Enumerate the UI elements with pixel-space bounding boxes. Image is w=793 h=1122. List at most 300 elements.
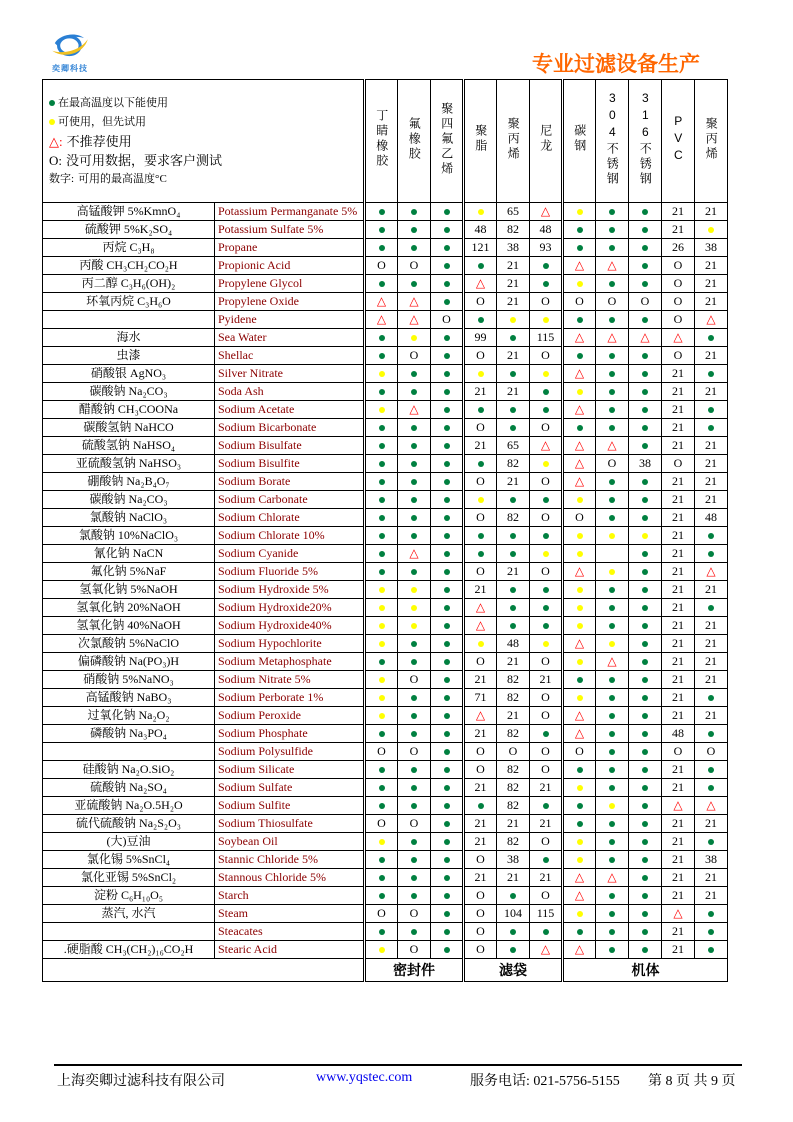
compat-cell bbox=[431, 779, 464, 797]
compat-cell: 38 bbox=[497, 851, 530, 869]
chemical-name-en: Propylene Oxide bbox=[215, 293, 365, 311]
compat-cell bbox=[563, 203, 596, 221]
compat-cell bbox=[629, 419, 662, 437]
compat-cell bbox=[596, 581, 629, 599]
green-dot-icon bbox=[609, 281, 615, 287]
legend-item bbox=[49, 151, 357, 170]
compat-cell bbox=[365, 689, 398, 707]
green-dot-icon bbox=[444, 425, 450, 431]
green-dot-icon bbox=[444, 677, 450, 683]
yellow-dot-icon bbox=[543, 641, 549, 647]
green-dot-icon bbox=[411, 497, 417, 503]
compat-cell: 38 bbox=[629, 455, 662, 473]
chemical-name-en: Sodium Borate bbox=[215, 473, 365, 491]
compat-cell: O bbox=[464, 347, 497, 365]
compat-cell bbox=[365, 221, 398, 239]
compat-cell bbox=[398, 761, 431, 779]
compat-cell: O bbox=[530, 509, 563, 527]
red-triangle-icon: △ bbox=[673, 798, 683, 812]
green-dot-icon bbox=[609, 929, 615, 935]
compat-cell: 21 bbox=[497, 473, 530, 491]
compat-cell bbox=[596, 491, 629, 509]
compat-cell: O bbox=[497, 743, 530, 761]
chemical-name-cn: 硫酸钾 5%K₂SO₄ bbox=[43, 221, 215, 239]
compat-cell bbox=[596, 599, 629, 617]
compat-cell bbox=[530, 599, 563, 617]
green-dot-icon bbox=[642, 947, 648, 953]
chemical-name-cn bbox=[43, 311, 215, 329]
compat-cell bbox=[596, 383, 629, 401]
green-dot-icon bbox=[444, 857, 450, 863]
chemical-name-en: Sodium Nitrate 5% bbox=[215, 671, 365, 689]
header-row bbox=[43, 80, 728, 203]
compat-cell bbox=[596, 203, 629, 221]
legend-item bbox=[49, 94, 357, 113]
compat-cell bbox=[398, 833, 431, 851]
green-dot-icon bbox=[543, 263, 549, 269]
compat-cell: 21 bbox=[695, 203, 728, 221]
compat-cell bbox=[629, 887, 662, 905]
compat-cell: O bbox=[464, 509, 497, 527]
green-dot-icon bbox=[379, 353, 385, 359]
green-dot-icon bbox=[411, 875, 417, 881]
green-dot-icon bbox=[609, 407, 615, 413]
green-dot-icon bbox=[642, 209, 648, 215]
compat-cell bbox=[629, 761, 662, 779]
chemical-name-en: Soybean Oil bbox=[215, 833, 365, 851]
red-triangle-icon: △: bbox=[49, 133, 63, 149]
table-row bbox=[43, 365, 728, 383]
compat-cell: 82 bbox=[497, 671, 530, 689]
red-triangle-icon: △ bbox=[540, 204, 551, 218]
compat-cell bbox=[431, 221, 464, 239]
compat-cell: 21 bbox=[695, 653, 728, 671]
green-dot-icon bbox=[444, 245, 450, 251]
green-dot-icon bbox=[543, 497, 549, 503]
compat-cell bbox=[563, 851, 596, 869]
compat-cell bbox=[398, 869, 431, 887]
green-dot-icon bbox=[444, 767, 450, 773]
green-dot-icon bbox=[444, 929, 450, 935]
compat-cell: O bbox=[662, 743, 695, 761]
table-row bbox=[43, 851, 728, 869]
compat-cell: 104 bbox=[497, 905, 530, 923]
green-dot-icon bbox=[444, 713, 450, 719]
compat-cell bbox=[563, 689, 596, 707]
compat-cell bbox=[629, 275, 662, 293]
green-dot-icon bbox=[478, 407, 484, 413]
compat-cell: 21 bbox=[695, 581, 728, 599]
column-header-11 bbox=[695, 80, 728, 203]
green-dot-icon bbox=[411, 461, 417, 467]
green-dot-icon bbox=[708, 425, 714, 431]
chemical-name-cn: 过氧化钠 Na₂O₂ bbox=[43, 707, 215, 725]
compat-cell bbox=[398, 851, 431, 869]
compat-cell bbox=[365, 275, 398, 293]
compat-cell: 21 bbox=[497, 869, 530, 887]
compat-cell bbox=[596, 257, 629, 275]
compat-cell bbox=[431, 545, 464, 563]
compat-cell bbox=[596, 635, 629, 653]
green-dot-icon bbox=[379, 875, 385, 881]
green-dot-icon bbox=[444, 623, 450, 629]
compat-cell bbox=[497, 941, 530, 959]
green-dot-icon bbox=[642, 785, 648, 791]
green-dot-icon bbox=[411, 785, 417, 791]
chemical-name-en: Sodium Cyanide bbox=[215, 545, 365, 563]
compat-cell: 82 bbox=[497, 761, 530, 779]
compat-cell bbox=[431, 887, 464, 905]
compat-cell bbox=[431, 761, 464, 779]
chemical-name-en: Sodium Peroxide bbox=[215, 707, 365, 725]
green-dot-icon bbox=[444, 587, 450, 593]
compat-cell bbox=[629, 401, 662, 419]
compat-cell bbox=[398, 401, 431, 419]
chemical-name-cn: 硝酸钠 5%NaNO₃ bbox=[43, 671, 215, 689]
compat-cell bbox=[695, 599, 728, 617]
green-dot-icon bbox=[379, 227, 385, 233]
green-dot-icon bbox=[411, 767, 417, 773]
compat-cell bbox=[398, 599, 431, 617]
red-triangle-icon: △ bbox=[574, 564, 585, 578]
footer-service-phone: 服务电话: 021-5756-5155 bbox=[470, 1074, 620, 1089]
column-header-label: 316不锈钢 bbox=[638, 91, 653, 187]
compat-cell: 21 bbox=[662, 779, 695, 797]
yellow-dot-icon bbox=[411, 587, 417, 593]
green-dot-icon bbox=[609, 209, 615, 215]
compat-cell bbox=[563, 275, 596, 293]
green-dot-icon bbox=[642, 263, 648, 269]
compat-cell bbox=[431, 671, 464, 689]
green-dot-icon bbox=[411, 227, 417, 233]
compat-cell bbox=[365, 401, 398, 419]
compat-cell: 21 bbox=[662, 581, 695, 599]
compat-cell bbox=[365, 635, 398, 653]
column-header-label: 聚四氟乙烯 bbox=[439, 101, 454, 177]
compat-cell bbox=[464, 617, 497, 635]
table-row bbox=[43, 401, 728, 419]
compat-cell: O bbox=[629, 293, 662, 311]
compat-cell bbox=[431, 473, 464, 491]
compat-cell bbox=[695, 563, 728, 581]
red-triangle-icon: △ bbox=[376, 294, 387, 308]
footer-company-name: 上海奕卿过滤科技有限公司 bbox=[57, 1074, 225, 1089]
red-triangle-icon: △ bbox=[574, 456, 585, 470]
compat-cell bbox=[563, 383, 596, 401]
chemical-name-cn: 丙酸 CH₃CH₂CO₂H bbox=[43, 257, 215, 275]
compat-cell bbox=[695, 545, 728, 563]
compat-cell bbox=[695, 527, 728, 545]
red-triangle-icon: △ bbox=[475, 618, 486, 632]
yellow-dot-icon bbox=[577, 281, 583, 287]
compat-cell: O bbox=[398, 905, 431, 923]
compat-cell bbox=[695, 689, 728, 707]
green-dot-icon bbox=[609, 479, 615, 485]
red-triangle-icon: △ bbox=[607, 258, 617, 272]
compat-cell: 21 bbox=[662, 221, 695, 239]
compat-cell bbox=[497, 887, 530, 905]
compat-cell bbox=[629, 527, 662, 545]
compat-cell bbox=[563, 653, 596, 671]
compat-cell bbox=[563, 905, 596, 923]
chemical-name-cn: 氰化钠 NaCN bbox=[43, 545, 215, 563]
green-dot-icon bbox=[642, 515, 648, 521]
compat-cell bbox=[365, 365, 398, 383]
compat-cell: 21 bbox=[695, 275, 728, 293]
table-row bbox=[43, 473, 728, 491]
compat-cell bbox=[629, 797, 662, 815]
green-dot-icon bbox=[411, 929, 417, 935]
green-dot-icon bbox=[411, 731, 417, 737]
green-dot-icon bbox=[444, 875, 450, 881]
yellow-dot-icon bbox=[708, 227, 714, 233]
red-triangle-icon: △ bbox=[574, 708, 585, 722]
red-triangle-icon: △ bbox=[574, 402, 585, 416]
green-dot-icon bbox=[708, 911, 714, 917]
chemical-name-en: Steam bbox=[215, 905, 365, 923]
compat-cell: 82 bbox=[497, 797, 530, 815]
compat-cell: 21 bbox=[530, 815, 563, 833]
compat-cell bbox=[530, 797, 563, 815]
green-dot-icon bbox=[510, 947, 516, 953]
compat-cell bbox=[464, 599, 497, 617]
green-dot-icon bbox=[708, 839, 714, 845]
compat-cell: O bbox=[662, 311, 695, 329]
legend-text: 在最高温度以下能使用 bbox=[58, 96, 168, 109]
chemical-name-en: Sodium Bicarbonate bbox=[215, 419, 365, 437]
compat-cell bbox=[431, 203, 464, 221]
compat-cell bbox=[365, 203, 398, 221]
chemical-name-cn: (大)豆油 bbox=[43, 833, 215, 851]
compat-cell bbox=[398, 545, 431, 563]
compat-cell: O bbox=[398, 941, 431, 959]
table-row bbox=[43, 707, 728, 725]
green-dot-icon bbox=[411, 695, 417, 701]
compat-cell bbox=[365, 545, 398, 563]
compat-cell bbox=[464, 275, 497, 293]
compat-cell: 21 bbox=[695, 383, 728, 401]
legend-text: 可用的最高温度°C bbox=[78, 172, 167, 185]
chemical-name-en: Silver Nitrate bbox=[215, 365, 365, 383]
compat-cell bbox=[365, 617, 398, 635]
compat-cell bbox=[596, 689, 629, 707]
compat-cell: O bbox=[695, 743, 728, 761]
green-dot-icon bbox=[577, 353, 583, 359]
compat-cell bbox=[596, 401, 629, 419]
chemical-name-en: Sodium Hypochlorite bbox=[215, 635, 365, 653]
compat-cell bbox=[398, 653, 431, 671]
compat-cell: O bbox=[530, 347, 563, 365]
chemical-name-en: Sodium Hydroxide20% bbox=[215, 599, 365, 617]
chemical-name-cn: 氢氧化钠 40%NaOH bbox=[43, 617, 215, 635]
compat-cell bbox=[629, 923, 662, 941]
green-dot-icon bbox=[444, 659, 450, 665]
column-header-label: 304不锈钢 bbox=[605, 91, 620, 187]
yellow-dot-icon bbox=[379, 947, 385, 953]
compat-cell bbox=[497, 581, 530, 599]
chemical-name-cn: 亚硫酸钠 Na₂O.5H₂O bbox=[43, 797, 215, 815]
green-dot-icon bbox=[543, 623, 549, 629]
green-dot-icon bbox=[478, 461, 484, 467]
chemical-name-cn: 硫酸钠 Na₂SO₄ bbox=[43, 779, 215, 797]
compat-cell bbox=[431, 833, 464, 851]
compat-cell bbox=[596, 869, 629, 887]
green-dot-icon bbox=[543, 533, 549, 539]
table-row bbox=[43, 581, 728, 599]
chemical-name-cn: 氯酸钠 NaClO₃ bbox=[43, 509, 215, 527]
compat-cell: 21 bbox=[497, 347, 530, 365]
group-label: 机体 bbox=[563, 959, 728, 982]
legend-text: 可使用，但先试用 bbox=[58, 115, 146, 128]
green-dot-icon bbox=[642, 803, 648, 809]
compat-cell bbox=[431, 815, 464, 833]
green-dot-icon bbox=[609, 227, 615, 233]
compat-cell bbox=[398, 293, 431, 311]
green-dot-icon bbox=[444, 227, 450, 233]
compat-cell bbox=[629, 743, 662, 761]
compat-cell: 21 bbox=[662, 527, 695, 545]
compat-cell bbox=[464, 401, 497, 419]
compat-cell bbox=[629, 257, 662, 275]
compat-cell: 93 bbox=[530, 239, 563, 257]
green-dot-icon bbox=[642, 749, 648, 755]
chemical-name-cn: 氢氧化钠 20%NaOH bbox=[43, 599, 215, 617]
compat-cell bbox=[596, 311, 629, 329]
compat-cell: 65 bbox=[497, 203, 530, 221]
compat-cell bbox=[530, 401, 563, 419]
compat-cell bbox=[398, 311, 431, 329]
compat-cell: 21 bbox=[497, 815, 530, 833]
compat-cell: O bbox=[530, 833, 563, 851]
green-dot-icon bbox=[642, 371, 648, 377]
compat-cell: O bbox=[365, 743, 398, 761]
yellow-dot-icon bbox=[577, 497, 583, 503]
compat-cell bbox=[695, 779, 728, 797]
compat-cell: 21 bbox=[497, 653, 530, 671]
compat-cell: O bbox=[662, 455, 695, 473]
chemical-compatibility-table bbox=[42, 79, 728, 982]
compat-cell bbox=[530, 851, 563, 869]
yellow-dot-icon bbox=[510, 317, 516, 323]
compat-cell: O bbox=[464, 923, 497, 941]
green-dot-icon bbox=[609, 911, 615, 917]
compat-cell bbox=[464, 257, 497, 275]
compat-cell bbox=[695, 221, 728, 239]
green-dot-icon bbox=[379, 893, 385, 899]
compat-cell bbox=[365, 329, 398, 347]
compat-cell: 21 bbox=[695, 707, 728, 725]
green-dot-icon bbox=[379, 443, 385, 449]
green-dot-icon bbox=[510, 587, 516, 593]
compat-cell bbox=[596, 239, 629, 257]
green-dot-icon bbox=[379, 281, 385, 287]
compat-cell bbox=[629, 581, 662, 599]
compat-cell bbox=[497, 329, 530, 347]
compat-cell: O bbox=[530, 761, 563, 779]
compat-cell bbox=[365, 869, 398, 887]
compat-cell bbox=[398, 635, 431, 653]
compat-cell bbox=[695, 761, 728, 779]
chemical-name-en: Potassium Permanganate 5% bbox=[215, 203, 365, 221]
compat-cell bbox=[431, 581, 464, 599]
compat-cell: 21 bbox=[497, 563, 530, 581]
column-header-label: 丁睛橡胶 bbox=[374, 109, 389, 169]
chemical-name-en: Sodium Chlorate 10% bbox=[215, 527, 365, 545]
compat-cell bbox=[497, 491, 530, 509]
table-row bbox=[43, 599, 728, 617]
compat-cell: O bbox=[662, 347, 695, 365]
green-dot-icon bbox=[642, 389, 648, 395]
compat-cell: 21 bbox=[662, 869, 695, 887]
compat-cell: 21 bbox=[695, 869, 728, 887]
compat-cell: 82 bbox=[497, 455, 530, 473]
compat-cell bbox=[530, 635, 563, 653]
green-dot-icon bbox=[444, 569, 450, 575]
footer-divider bbox=[54, 1064, 742, 1066]
chemical-name-en: Sodium Metaphosphate bbox=[215, 653, 365, 671]
green-dot-icon bbox=[379, 479, 385, 485]
yellow-dot-icon bbox=[379, 713, 385, 719]
compat-cell bbox=[629, 365, 662, 383]
compat-cell: 99 bbox=[464, 329, 497, 347]
footer-website-link[interactable]: www.yqstec.com bbox=[316, 1070, 413, 1085]
green-dot-icon bbox=[708, 533, 714, 539]
chemical-name-en: Sodium Bisulfate bbox=[215, 437, 365, 455]
green-dot-icon bbox=[708, 371, 714, 377]
green-dot-icon bbox=[379, 245, 385, 251]
green-dot-icon bbox=[444, 209, 450, 215]
legend bbox=[49, 94, 357, 189]
table-row bbox=[43, 329, 728, 347]
compat-cell bbox=[464, 707, 497, 725]
table-row bbox=[43, 527, 728, 545]
compat-cell: 21 bbox=[662, 473, 695, 491]
green-dot-icon bbox=[642, 605, 648, 611]
green-dot-icon bbox=[609, 821, 615, 827]
red-triangle-icon: △ bbox=[673, 906, 683, 920]
table-row bbox=[43, 887, 728, 905]
compat-cell bbox=[365, 779, 398, 797]
compat-cell bbox=[398, 365, 431, 383]
compat-cell bbox=[629, 869, 662, 887]
compat-cell: 21 bbox=[464, 437, 497, 455]
compat-cell bbox=[431, 509, 464, 527]
yellow-dot-icon bbox=[543, 317, 549, 323]
green-dot-icon bbox=[609, 695, 615, 701]
compat-cell: 38 bbox=[695, 851, 728, 869]
yellow-dot-icon bbox=[577, 587, 583, 593]
green-dot-icon bbox=[379, 461, 385, 467]
compat-cell: O bbox=[464, 941, 497, 959]
chemical-name-en: Sodium Silicate bbox=[215, 761, 365, 779]
compat-cell: O bbox=[464, 293, 497, 311]
green-dot-icon bbox=[609, 605, 615, 611]
yellow-dot-icon bbox=[577, 659, 583, 665]
yellow-dot-icon bbox=[379, 839, 385, 845]
yellow-dot-icon bbox=[577, 911, 583, 917]
green-dot-icon bbox=[478, 533, 484, 539]
compat-cell bbox=[596, 329, 629, 347]
chemical-name-en: Sea Water bbox=[215, 329, 365, 347]
yellow-dot-icon bbox=[379, 587, 385, 593]
compat-cell: 21 bbox=[662, 833, 695, 851]
compat-cell bbox=[365, 311, 398, 329]
compat-cell bbox=[431, 941, 464, 959]
compat-cell bbox=[629, 941, 662, 959]
green-dot-icon bbox=[642, 893, 648, 899]
compat-cell: 82 bbox=[497, 725, 530, 743]
compat-cell bbox=[629, 311, 662, 329]
